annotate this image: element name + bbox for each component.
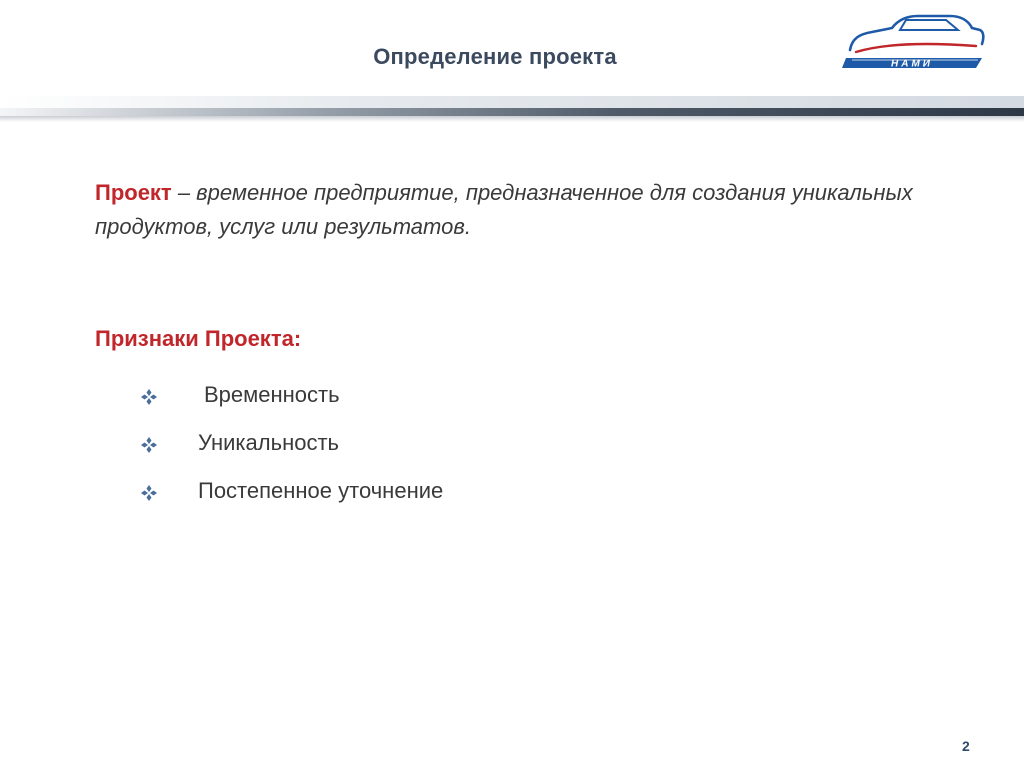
page-number: 2 xyxy=(962,738,970,754)
nami-logo xyxy=(842,8,988,74)
project-definition xyxy=(95,176,975,244)
signs-heading: Признаки Проекта: xyxy=(95,326,302,351)
sign-label: Уникальность xyxy=(198,430,339,455)
sign-label: Временность xyxy=(204,382,340,407)
header-divider xyxy=(0,96,1024,122)
definition-term: Проект xyxy=(95,180,172,205)
slide-title: Определение проекта xyxy=(373,44,617,69)
diamond-bullet-icon xyxy=(140,436,158,454)
sign-label: Постепенное уточнение xyxy=(198,478,444,503)
diamond-bullet-icon xyxy=(140,388,158,406)
definition-description: – временное предприятие, предназначенное для создания уникальных продуктов, услуг или результатов. xyxy=(95,180,913,239)
logo-text: НАМИ xyxy=(891,58,933,70)
diamond-bullet-icon xyxy=(140,484,158,502)
